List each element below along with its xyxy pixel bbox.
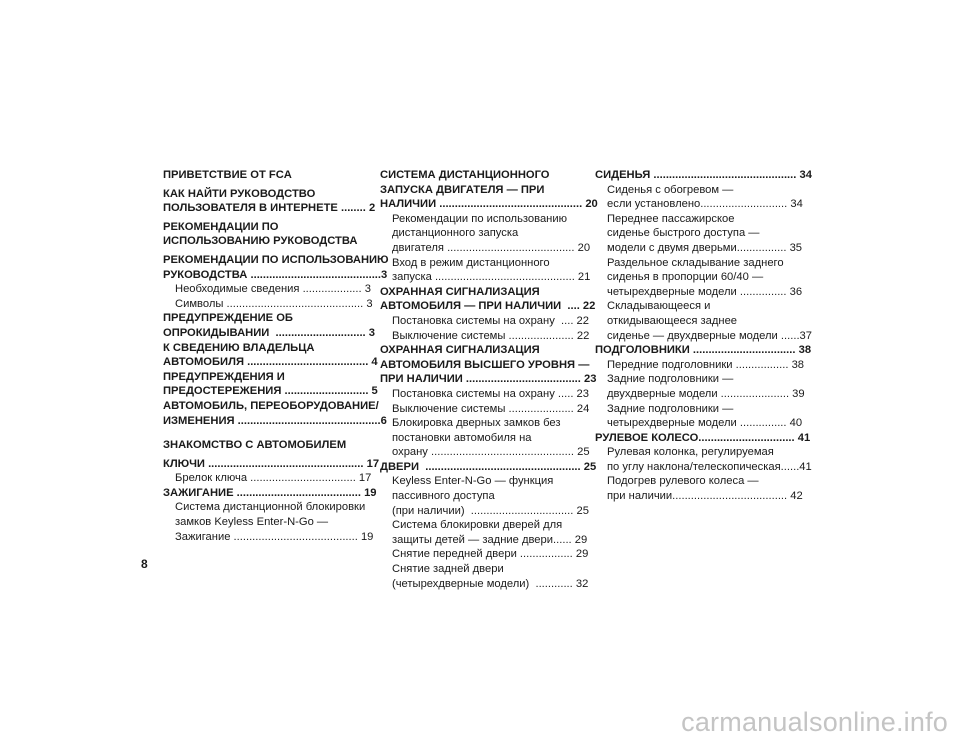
toc-subentry[interactable]: двухдверные модели ...................... 39	[607, 387, 805, 400]
toc-subentry[interactable]: Вход в режим дистанционного	[392, 256, 550, 269]
toc-subentry[interactable]: Сиденья с обогревом —	[607, 183, 734, 196]
toc-section-heading[interactable]: ИЗМЕНЕНИЯ ..............................................6	[163, 414, 387, 427]
toc-subentry[interactable]: Переднее пассажирское	[607, 212, 735, 225]
toc-subentry[interactable]: защиты детей — задние двери...... 29	[392, 533, 588, 546]
toc-section-heading[interactable]: РЕКОМЕНДАЦИИ ПО	[163, 220, 279, 233]
toc-subentry[interactable]: четырехдверные модели ............... 40	[607, 417, 803, 430]
toc-subentry[interactable]: откидывающееся заднее	[607, 314, 738, 327]
toc-section-heading[interactable]: РУЛЕВОЕ КОЛЕСО............................... 41	[595, 431, 811, 444]
toc-section-heading[interactable]: ПОЛЬЗОВАТЕЛЯ В ИНТЕРНЕТЕ ........ 2	[163, 202, 376, 215]
toc-subentry[interactable]: Снятие задней двери	[392, 563, 504, 576]
spacer	[163, 428, 360, 438]
toc-section-heading[interactable]: СИДЕНЬЯ .............................................. 34	[595, 169, 812, 181]
toc-section-heading[interactable]: КЛЮЧИ .................................................. 17	[163, 457, 380, 470]
toc-subentry[interactable]: Рекомендации по использованию	[392, 212, 567, 225]
toc-subentry[interactable]: Задние подголовники —	[607, 373, 734, 386]
toc-section-heading[interactable]: РУКОВОДСТВА ..........................................3	[163, 268, 388, 281]
toc-section-heading[interactable]: ДВЕРИ .................................................. 25	[380, 460, 597, 473]
toc-section-heading[interactable]: СИСТЕМА ДИСТАНЦИОННОГО	[380, 169, 550, 181]
watermark: carmanualsonline.info	[681, 707, 948, 737]
toc-subentry[interactable]: замков Keyless Enter-N-Go —	[175, 516, 329, 529]
toc-subentry[interactable]: Блокировка дверных замков без	[392, 417, 561, 430]
toc-section-heading[interactable]: АВТОМОБИЛЯ ВЫСШЕГО УРОВНЯ —	[380, 358, 590, 371]
toc-section-heading[interactable]: ПРЕДУПРЕЖДЕНИЯ И	[163, 370, 285, 383]
toc-subentry[interactable]: по углу наклона/телескопическая......41	[607, 460, 812, 473]
toc-subentry[interactable]: Задние подголовники —	[607, 402, 734, 415]
toc-subentry[interactable]: охрану .............................................. 25	[392, 446, 590, 459]
toc-subentry[interactable]: Раздельное складывание заднего	[607, 256, 784, 269]
toc-subentry[interactable]: Необходимые сведения ................... 3	[175, 283, 371, 296]
toc-subentry[interactable]: Рулевая колонка, регулируемая	[607, 446, 774, 459]
toc-subentry[interactable]: Постановка системы на охрану .... 22	[392, 314, 590, 327]
toc-subentry[interactable]: (четырехдверные модели) ............ 32	[392, 577, 589, 590]
toc-section-heading[interactable]: ИСПОЛЬЗОВАНИЮ РУКОВОДСТВА	[163, 235, 358, 248]
toc-subentry[interactable]: сиденье — двухдверные модели ......37	[607, 329, 813, 342]
toc-column-2	[380, 168, 598, 591]
toc-section-heading[interactable]: ПРЕДОСТЕРЕЖЕНИЯ ........................... 5	[163, 385, 378, 398]
toc-subentry[interactable]: Снятие передней двери ................. 29	[392, 548, 589, 561]
toc-subentry[interactable]: сиденье быстрого доступа —	[607, 227, 760, 240]
toc-subentry[interactable]: Постановка системы на охрану ..... 23	[392, 387, 590, 400]
page-number: 8	[141, 557, 148, 571]
toc-subentry[interactable]: двигателя ......................................... 20	[392, 241, 591, 254]
toc-section-heading[interactable]: КАК НАЙТИ РУКОВОДСТВО	[163, 187, 316, 200]
toc-subentry[interactable]: четырехдверные модели ............... 36	[607, 285, 803, 298]
toc-section-heading[interactable]: РЕКОМЕНДАЦИИ ПО ИСПОЛЬЗОВАНИЮ	[163, 253, 389, 266]
toc-subentry[interactable]: Система блокировки дверей для	[392, 519, 563, 532]
toc-section-heading[interactable]: ЗАПУСКА ДВИГАТЕЛЯ — ПРИ	[380, 183, 545, 196]
toc-subentry[interactable]: Брелок ключа .................................. 17	[175, 472, 372, 485]
toc-subentry[interactable]: при наличии..................................... 42	[607, 490, 803, 503]
toc-subentry[interactable]: дистанционного запуска	[392, 227, 519, 240]
toc-section-heading[interactable]: ОХРАННАЯ СИГНАЛИЗАЦИЯ	[380, 344, 540, 357]
toc-column-1	[163, 168, 389, 544]
toc-subentry[interactable]: Система дистанционной блокировки	[175, 501, 366, 514]
toc-subentry[interactable]: Выключение системы ..................... 22	[392, 329, 590, 342]
toc-section-heading[interactable]: АВТОМОБИЛЯ — ПРИ НАЛИЧИИ .... 22	[380, 300, 596, 313]
toc-subentry[interactable]: сиденья в пропорции 60/40 —	[607, 271, 764, 284]
toc-subentry[interactable]: Передние подголовники ................. 38	[607, 358, 805, 371]
toc-section-heading[interactable]: ПРИ НАЛИЧИИ ..................................... 23	[380, 373, 597, 386]
toc-section-heading[interactable]: ОХРАННАЯ СИГНАЛИЗАЦИЯ	[380, 285, 540, 298]
toc-subentry[interactable]: пассивного доступа	[392, 490, 495, 503]
toc-section-heading[interactable]: ОПРОКИДЫВАНИИ ............................. 3	[163, 326, 375, 339]
toc-section-heading[interactable]: ЗНАКОМСТВО С АВТОМОБИЛЕМ	[163, 439, 347, 452]
toc-section-heading[interactable]: АВТОМОБИЛЬ, ПЕРЕОБОРУДОВАНИЕ/	[163, 399, 379, 412]
toc-subentry[interactable]: запуска ............................................. 21	[392, 271, 591, 284]
toc-subentry[interactable]: Зажигание ........................................ 19	[175, 530, 374, 543]
toc-section-heading[interactable]: НАЛИЧИИ .............................................. 20	[380, 198, 598, 211]
toc-subentry[interactable]: Подогрев рулевого колеса —	[607, 475, 759, 488]
toc-section-heading[interactable]: К СВЕДЕНИЮ ВЛАДЕЛЬЦА	[163, 341, 315, 354]
toc-subentry[interactable]: (при наличии) ................................. 25	[392, 504, 589, 517]
toc-column-3	[595, 168, 813, 504]
toc-section-heading[interactable]: ЗАЖИГАНИЕ ........................................ 19	[163, 486, 377, 499]
toc-section-heading[interactable]: ПРЕДУПРЕЖДЕНИЕ ОБ	[163, 312, 293, 325]
toc-section-heading[interactable]: ПРИВЕТСТВИЕ ОТ FCA	[163, 169, 292, 181]
toc-subentry[interactable]: Складывающееся и	[607, 300, 711, 313]
toc-section-heading[interactable]: АВТОМОБИЛЯ ....................................... 4	[163, 356, 378, 369]
toc-section-heading[interactable]: ПОДГОЛОВНИКИ ................................. 38	[595, 344, 812, 357]
toc-subentry[interactable]: Keyless Enter-N-Go — функция	[392, 475, 554, 488]
toc-subentry[interactable]: модели с двумя дверьми................ 35	[607, 241, 803, 254]
toc-subentry[interactable]: постановки автомобиля на	[392, 431, 532, 444]
toc-subentry[interactable]: если установлено............................ 34	[607, 198, 803, 211]
toc-subentry[interactable]: Символы ............................................ 3	[175, 297, 373, 310]
toc-subentry[interactable]: Выключение системы ..................... 24	[392, 402, 590, 415]
